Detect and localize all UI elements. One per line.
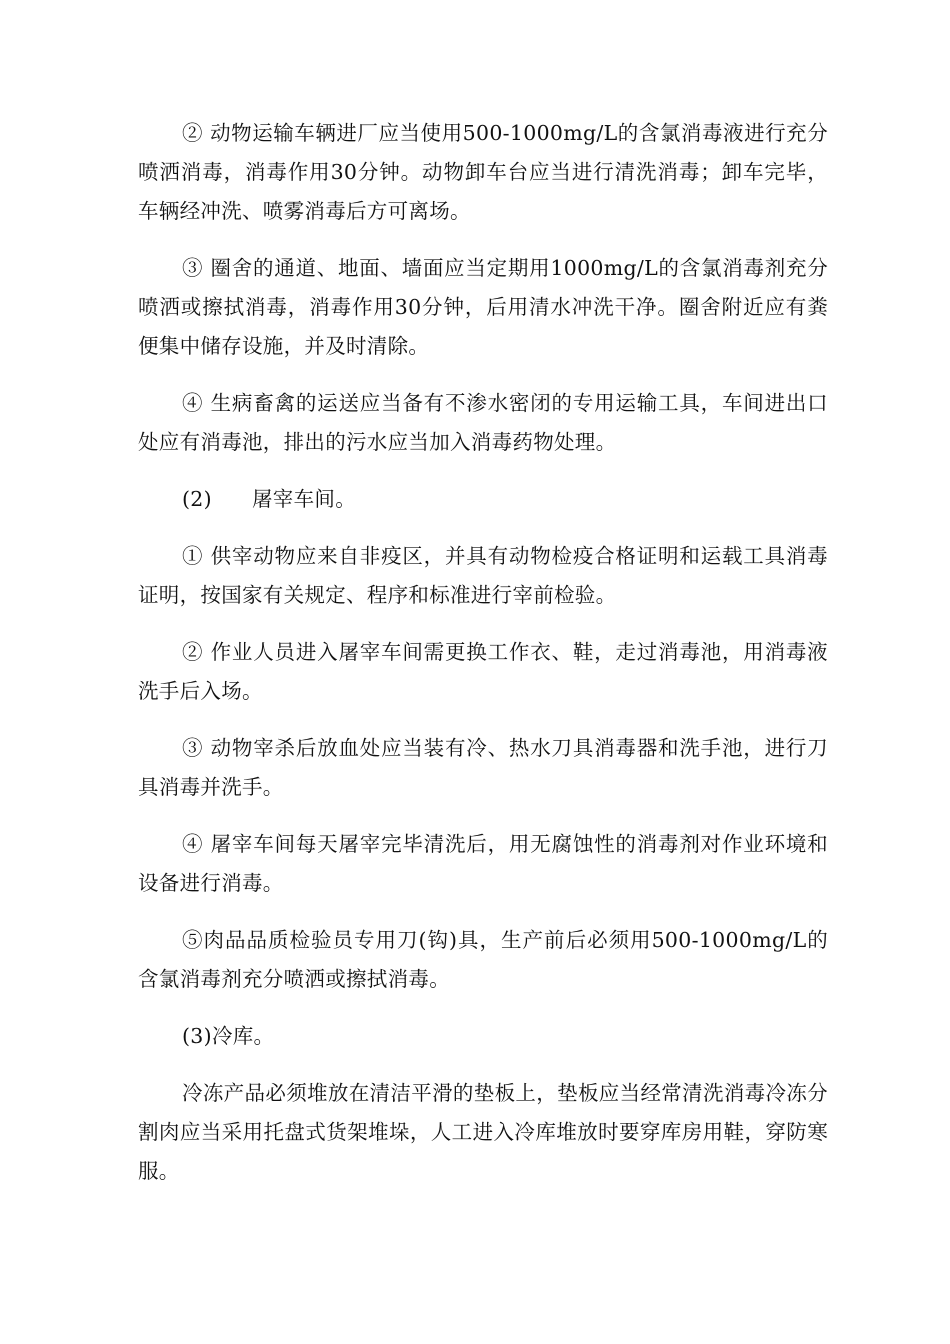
section-number: (2)	[182, 487, 212, 511]
paragraph-bleeding-area: ③ 动物宰杀后放血处应当装有冷、热水刀具消毒器和洗手池，进行刀具消毒并洗手。	[138, 736, 828, 799]
paragraph-animal-source: ① 供宰动物应来自非疫区，并具有动物检疫合格证明和运载工具消毒证明，按国家有关规定、程序和标准进行宰前检验。	[138, 544, 828, 607]
paragraph-inspector-tools: ⑤肉品品质检验员专用刀(钩)具，生产前后必须用500-1000mg/L的含氯消毒剂充分喷洒或擦拭消毒。	[138, 928, 828, 991]
section-heading-cold-storage	[138, 1017, 828, 1056]
paragraph-pen-disinfection: ③ 圈舍的通道、地面、墙面应当定期用1000mg/L的含氯消毒剂充分喷洒或擦拭消毒，消毒作用30分钟，后用清水冲洗干净。圈舍附近应有粪便集中储存设施，并及时清除。	[138, 256, 828, 358]
paragraph-daily-cleaning: ④ 屠宰车间每天屠宰完毕清洗后，用无腐蚀性的消毒剂对作业环境和设备进行消毒。	[138, 832, 828, 895]
section-title: 屠宰车间。	[252, 487, 356, 511]
paragraph-transport-disinfection: ② 动物运输车辆进厂应当使用500-1000mg/L的含氯消毒液进行充分喷洒消毒，消毒作用30分钟。动物卸车台应当进行清洗消毒；卸车完毕，车辆经冲洗、喷雾消毒后方可离场。	[138, 121, 828, 223]
section-number: (3)	[182, 1024, 212, 1048]
section-heading-slaughter-workshop	[138, 480, 828, 519]
paragraph-sick-livestock-transport: ④ 生病畜禽的运送应当备有不渗水密闭的专用运输工具，车间进出口处应有消毒池，排出的污水应当加入消毒药物处理。	[138, 391, 828, 454]
document-body	[138, 114, 828, 1209]
section-title: 冷库。	[211, 1024, 275, 1048]
paragraph-worker-entry: ② 作业人员进入屠宰车间需更换工作衣、鞋，走过消毒池，用消毒液洗手后入场。	[138, 640, 828, 703]
paragraph-frozen-products: 冷冻产品必须堆放在清洁平滑的垫板上，垫板应当经常清洗消毒冷冻分割肉应当采用托盘式货架堆垛，人工进入冷库堆放时要穿库房用鞋，穿防寒服。	[138, 1081, 828, 1183]
